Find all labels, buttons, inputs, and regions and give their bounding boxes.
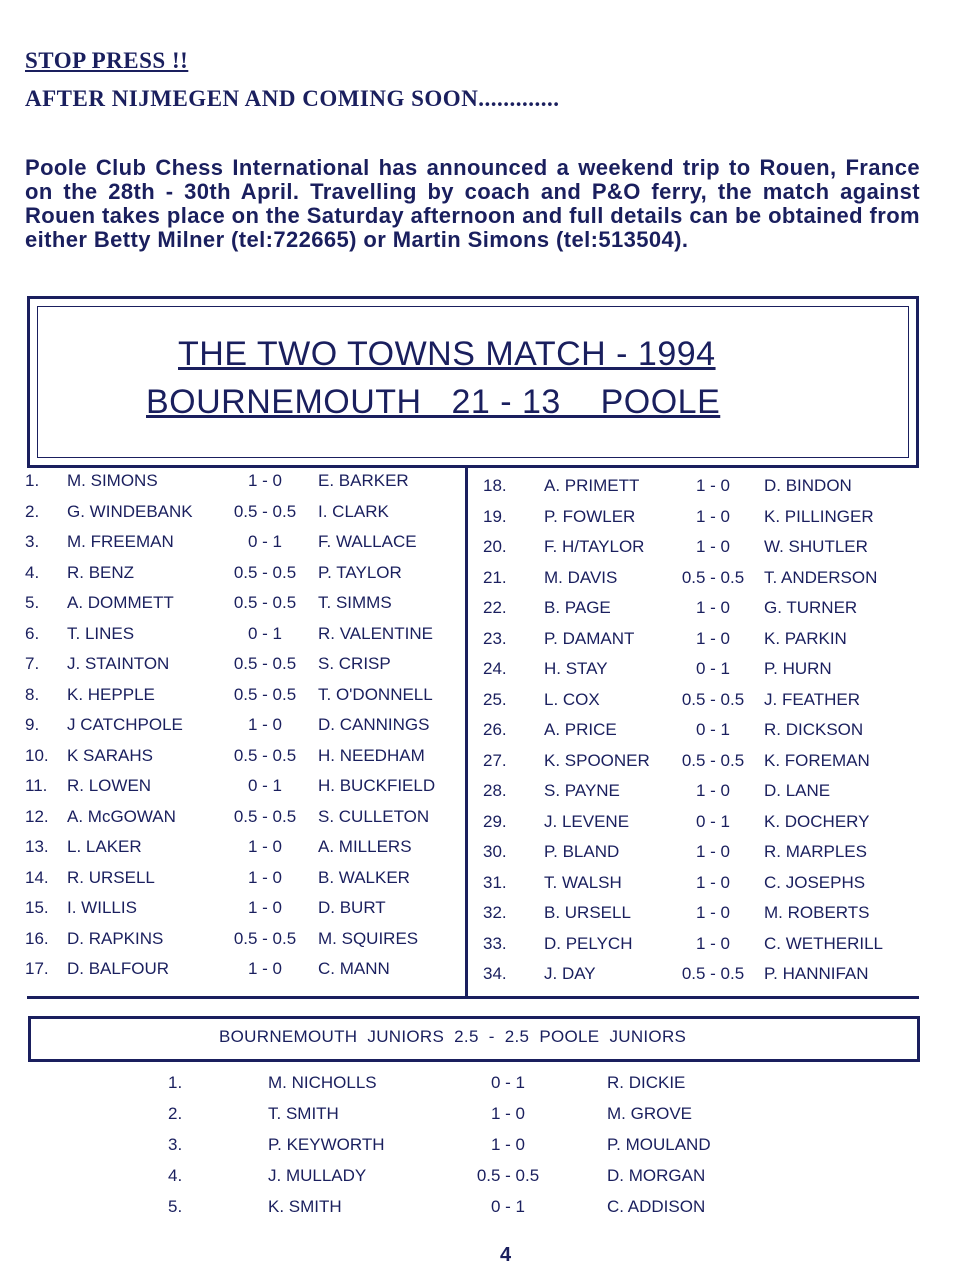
board-row bbox=[25, 560, 465, 591]
poole-player: R. MARPLES bbox=[764, 842, 867, 861]
board-number: 33. bbox=[483, 933, 507, 953]
bournemouth-player: A. PRICE bbox=[544, 720, 617, 739]
board-result: 1 - 0 bbox=[695, 842, 731, 861]
board-result: 0 - 1 bbox=[695, 659, 731, 678]
poole-player: P. TAYLOR bbox=[318, 562, 402, 582]
junior-board-row bbox=[0, 1163, 960, 1194]
board-row bbox=[480, 870, 920, 901]
board-number: 26. bbox=[483, 720, 507, 739]
board-result: 1 - 0 bbox=[695, 476, 731, 495]
board-number: 31. bbox=[483, 872, 507, 892]
board-number: 29. bbox=[483, 811, 507, 831]
board-number: 30. bbox=[483, 842, 507, 861]
bournemouth-player: L. COX bbox=[544, 689, 600, 709]
announcement-paragraph: Poole Club Chess International has announced a weekend trip to Rouen, France on the 28th - 30th April. Travelling by coach and P&O ferry, the match against Rouen takes place on the Saturday afternoon and full details can be obtained from either Betty Milner (tel:722665) or Martin Simons (tel:513504). bbox=[25, 155, 920, 252]
board-number: 3. bbox=[168, 1135, 183, 1154]
board-result: 0.5 - 0.5 bbox=[233, 806, 297, 826]
board-number: 34. bbox=[483, 964, 507, 983]
board-result: 0 - 1 bbox=[695, 720, 731, 739]
bournemouth-player: H. STAY bbox=[544, 659, 608, 678]
bournemouth-player: P. FOWLER bbox=[544, 506, 636, 526]
board-number: 25. bbox=[483, 689, 507, 709]
bournemouth-player: T. LINES bbox=[67, 623, 135, 643]
results-bottom-rule bbox=[27, 996, 919, 999]
bournemouth-player: K. SMITH bbox=[268, 1197, 342, 1216]
column-divider bbox=[465, 468, 468, 996]
juniors-title: BOURNEMOUTH JUNIORS 2.5 - 2.5 POOLE JUNIORS bbox=[219, 1027, 687, 1046]
bournemouth-player: J CATCHPOLE bbox=[67, 715, 183, 734]
board-result: 0 - 1 bbox=[247, 623, 283, 643]
board-row bbox=[480, 809, 920, 840]
bournemouth-player: T. WALSH bbox=[544, 872, 622, 892]
board-number: 9. bbox=[25, 715, 40, 734]
poole-player: C. WETHERILL bbox=[764, 933, 884, 953]
board-number: 19. bbox=[483, 506, 507, 526]
bournemouth-player: P. DAMANT bbox=[544, 628, 635, 648]
junior-board-row bbox=[0, 1101, 960, 1132]
board-row bbox=[25, 834, 465, 865]
board-row bbox=[25, 621, 465, 652]
match-title: THE TWO TOWNS MATCH - 1994 bbox=[178, 335, 716, 373]
board-number: 22. bbox=[483, 598, 507, 617]
board-number: 2. bbox=[25, 501, 40, 521]
poole-player: P. HANNIFAN bbox=[764, 964, 869, 983]
board-result: 1 - 0 bbox=[695, 537, 731, 556]
poole-player: M. SQUIRES bbox=[318, 928, 419, 948]
bournemouth-player: P. KEYWORTH bbox=[268, 1135, 385, 1154]
bournemouth-player: T. SMITH bbox=[268, 1104, 339, 1123]
board-result: 0.5 - 0.5 bbox=[233, 593, 297, 612]
poole-player: P. MOULAND bbox=[607, 1135, 711, 1154]
board-row bbox=[25, 926, 465, 957]
bournemouth-player: J. MULLADY bbox=[268, 1166, 367, 1185]
board-result: 0 - 1 bbox=[695, 811, 731, 831]
board-number: 5. bbox=[25, 593, 40, 612]
board-number: 4. bbox=[25, 562, 40, 582]
poole-player: K. PILLINGER bbox=[764, 506, 874, 526]
poole-player: R. DICKSON bbox=[764, 720, 864, 739]
board-row bbox=[25, 712, 465, 743]
board-row bbox=[480, 504, 920, 535]
board-result: 1 - 0 bbox=[695, 781, 731, 800]
poole-player: S. CULLETON bbox=[318, 806, 430, 826]
bournemouth-player: J. STAINTON bbox=[67, 654, 170, 673]
board-result: 1 - 0 bbox=[247, 837, 283, 856]
board-number: 14. bbox=[25, 867, 49, 887]
board-row bbox=[480, 656, 920, 687]
bournemouth-player: A. PRIMETT bbox=[544, 476, 640, 495]
board-result: 1 - 0 bbox=[695, 933, 731, 953]
results-right-column bbox=[480, 473, 920, 992]
match-score-line: BOURNEMOUTH 21 - 13 POOLE bbox=[146, 383, 721, 421]
board-result: 1 - 0 bbox=[247, 867, 283, 887]
poole-player: M. ROBERTS bbox=[764, 903, 870, 922]
board-row bbox=[480, 961, 920, 992]
board-result: 1 - 0 bbox=[247, 715, 283, 734]
board-number: 3. bbox=[25, 532, 40, 551]
board-row bbox=[25, 773, 465, 804]
board-result: 1 - 0 bbox=[695, 903, 731, 922]
board-result: 0.5 - 0.5 bbox=[233, 501, 297, 521]
match-title-box bbox=[27, 296, 919, 468]
poole-player: R. DICKIE bbox=[607, 1073, 686, 1092]
board-result: 0.5 - 0.5 bbox=[233, 684, 297, 704]
poole-player: T. ANDERSON bbox=[764, 567, 878, 587]
bournemouth-player: G. WINDEBANK bbox=[67, 501, 193, 521]
poole-player: H. NEEDHAM bbox=[318, 745, 425, 765]
board-result: 0.5 - 0.5 bbox=[233, 562, 297, 582]
juniors-results-list bbox=[0, 1070, 960, 1225]
board-number: 15. bbox=[25, 898, 49, 917]
board-row bbox=[25, 651, 465, 682]
poole-player: S. CRISP bbox=[318, 654, 391, 673]
poole-player: D. BINDON bbox=[764, 476, 852, 495]
bournemouth-player: D. PELYCH bbox=[544, 933, 633, 953]
board-number: 32. bbox=[483, 903, 507, 922]
bournemouth-player: S. PAYNE bbox=[544, 781, 620, 800]
bournemouth-player: A. McGOWAN bbox=[67, 806, 176, 826]
poole-player: T. SIMMS bbox=[318, 593, 392, 612]
board-row bbox=[25, 956, 465, 987]
board-number: 12. bbox=[25, 806, 49, 826]
board-row bbox=[480, 626, 920, 657]
board-number: 2. bbox=[168, 1104, 183, 1123]
board-row bbox=[480, 778, 920, 809]
bournemouth-player: A. DOMMETT bbox=[67, 593, 174, 612]
board-row bbox=[480, 534, 920, 565]
bournemouth-player: R. LOWEN bbox=[67, 776, 152, 795]
board-result: 0.5 - 0.5 bbox=[681, 964, 745, 983]
junior-board-row bbox=[0, 1132, 960, 1163]
board-row bbox=[480, 839, 920, 870]
board-number: 21. bbox=[483, 567, 507, 587]
subtitle-heading: AFTER NIJMEGEN AND COMING SOON............. bbox=[25, 86, 560, 111]
board-result: 0.5 - 0.5 bbox=[233, 745, 297, 765]
board-number: 20. bbox=[483, 537, 507, 556]
bournemouth-player: I. WILLIS bbox=[67, 898, 137, 917]
board-result: 1 - 0 bbox=[695, 872, 731, 892]
board-result: 0 - 1 bbox=[490, 1073, 526, 1092]
board-result: 1 - 0 bbox=[490, 1104, 526, 1123]
poole-player: C. JOSEPHS bbox=[764, 872, 866, 892]
poole-player: A. MILLERS bbox=[318, 837, 412, 856]
poole-player: D. MORGAN bbox=[607, 1166, 706, 1185]
bournemouth-player: B. URSELL bbox=[544, 903, 631, 922]
board-result: 0.5 - 0.5 bbox=[233, 654, 297, 673]
board-row bbox=[480, 900, 920, 931]
board-result: 0.5 - 0.5 bbox=[233, 928, 297, 948]
poole-player: K. DOCHERY bbox=[764, 811, 870, 831]
juniors-title-box bbox=[28, 1016, 920, 1062]
board-row bbox=[25, 499, 465, 530]
poole-player: D. BURT bbox=[318, 898, 386, 917]
poole-player: R. VALENTINE bbox=[318, 623, 433, 643]
board-number: 17. bbox=[25, 959, 49, 978]
board-row bbox=[480, 717, 920, 748]
poole-player: P. HURN bbox=[764, 659, 832, 678]
poole-player: K. FOREMAN bbox=[764, 750, 870, 770]
poole-player: T. O'DONNELL bbox=[318, 684, 433, 704]
board-number: 18. bbox=[483, 476, 507, 495]
poole-player: F. WALLACE bbox=[318, 532, 417, 551]
junior-board-row bbox=[0, 1070, 960, 1101]
board-number: 11. bbox=[25, 776, 48, 795]
board-row bbox=[25, 743, 465, 774]
board-row bbox=[25, 682, 465, 713]
poole-player: C. MANN bbox=[318, 959, 390, 978]
poole-player: M. GROVE bbox=[607, 1104, 693, 1123]
bournemouth-player: R. BENZ bbox=[67, 562, 135, 582]
stop-press-heading: STOP PRESS !! bbox=[25, 48, 189, 73]
board-number: 4. bbox=[168, 1166, 183, 1185]
board-number: 28. bbox=[483, 781, 507, 800]
board-result: 1 - 0 bbox=[490, 1135, 526, 1154]
bournemouth-player: K SARAHS bbox=[67, 745, 153, 765]
board-number: 16. bbox=[25, 928, 49, 948]
board-result: 0.5 - 0.5 bbox=[681, 689, 745, 709]
bournemouth-player: J. LEVENE bbox=[544, 811, 630, 831]
board-row bbox=[25, 468, 465, 499]
board-number: 1. bbox=[168, 1073, 183, 1092]
board-row bbox=[480, 595, 920, 626]
bournemouth-player: B. PAGE bbox=[544, 598, 611, 617]
bournemouth-player: R. URSELL bbox=[67, 867, 155, 887]
board-result: 1 - 0 bbox=[247, 959, 283, 978]
board-result: 0 - 1 bbox=[247, 532, 283, 551]
bournemouth-player: K. SPOONER bbox=[544, 750, 650, 770]
board-row bbox=[480, 687, 920, 718]
bournemouth-player: M. SIMONS bbox=[67, 471, 158, 490]
board-number: 24. bbox=[483, 659, 507, 678]
bournemouth-player: L. LAKER bbox=[67, 837, 142, 856]
board-result: 1 - 0 bbox=[695, 628, 731, 648]
bournemouth-player: M. FREEMAN bbox=[67, 532, 174, 551]
bournemouth-player: K. HEPPLE bbox=[67, 684, 155, 704]
bournemouth-player: M. NICHOLLS bbox=[268, 1073, 377, 1092]
bournemouth-player: D. BALFOUR bbox=[67, 959, 170, 978]
board-row bbox=[25, 590, 465, 621]
board-number: 13. bbox=[25, 837, 49, 856]
board-result: 0 - 1 bbox=[247, 776, 283, 795]
board-number: 23. bbox=[483, 628, 507, 648]
board-result: 0.5 - 0.5 bbox=[681, 567, 745, 587]
board-row bbox=[480, 748, 920, 779]
poole-player: W. SHUTLER bbox=[764, 537, 868, 556]
poole-player: D. LANE bbox=[764, 781, 831, 800]
board-number: 7. bbox=[25, 654, 40, 673]
poole-player: E. BARKER bbox=[318, 471, 409, 490]
poole-player: K. PARKIN bbox=[764, 628, 847, 648]
board-row bbox=[25, 865, 465, 896]
board-row bbox=[480, 473, 920, 504]
match-title-inner-frame bbox=[37, 306, 909, 458]
poole-player: H. BUCKFIELD bbox=[318, 776, 436, 795]
bournemouth-player: D. RAPKINS bbox=[67, 928, 164, 948]
board-result: 1 - 0 bbox=[247, 898, 283, 917]
board-result: 0 - 1 bbox=[490, 1197, 526, 1216]
board-result: 0.5 - 0.5 bbox=[681, 750, 745, 770]
results-left-column bbox=[25, 468, 465, 987]
board-row bbox=[480, 931, 920, 962]
bournemouth-player: J. DAY bbox=[544, 964, 596, 983]
board-row bbox=[25, 529, 465, 560]
poole-player: D. CANNINGS bbox=[318, 715, 430, 734]
board-number: 8. bbox=[25, 684, 40, 704]
board-row bbox=[25, 804, 465, 835]
board-number: 6. bbox=[25, 623, 40, 643]
board-number: 5. bbox=[168, 1197, 183, 1216]
bournemouth-player: F. H/TAYLOR bbox=[544, 537, 645, 556]
board-number: 1. bbox=[25, 471, 40, 490]
board-result: 1 - 0 bbox=[695, 598, 731, 617]
poole-player: C. ADDISON bbox=[607, 1197, 706, 1216]
poole-player: B. WALKER bbox=[318, 867, 410, 887]
poole-player: I. CLARK bbox=[318, 501, 389, 521]
board-row bbox=[480, 565, 920, 596]
board-result: 1 - 0 bbox=[247, 471, 283, 490]
page-number: 4 bbox=[500, 1244, 512, 1266]
poole-player: G. TURNER bbox=[764, 598, 858, 617]
bournemouth-player: M. DAVIS bbox=[544, 567, 618, 587]
junior-board-row bbox=[0, 1194, 960, 1225]
board-result: 0.5 - 0.5 bbox=[476, 1166, 540, 1185]
board-row bbox=[25, 895, 465, 926]
board-number: 10. bbox=[25, 745, 49, 765]
bournemouth-player: P. BLAND bbox=[544, 842, 620, 861]
board-number: 27. bbox=[483, 750, 507, 770]
board-result: 1 - 0 bbox=[695, 506, 731, 526]
poole-player: J. FEATHER bbox=[764, 689, 861, 709]
